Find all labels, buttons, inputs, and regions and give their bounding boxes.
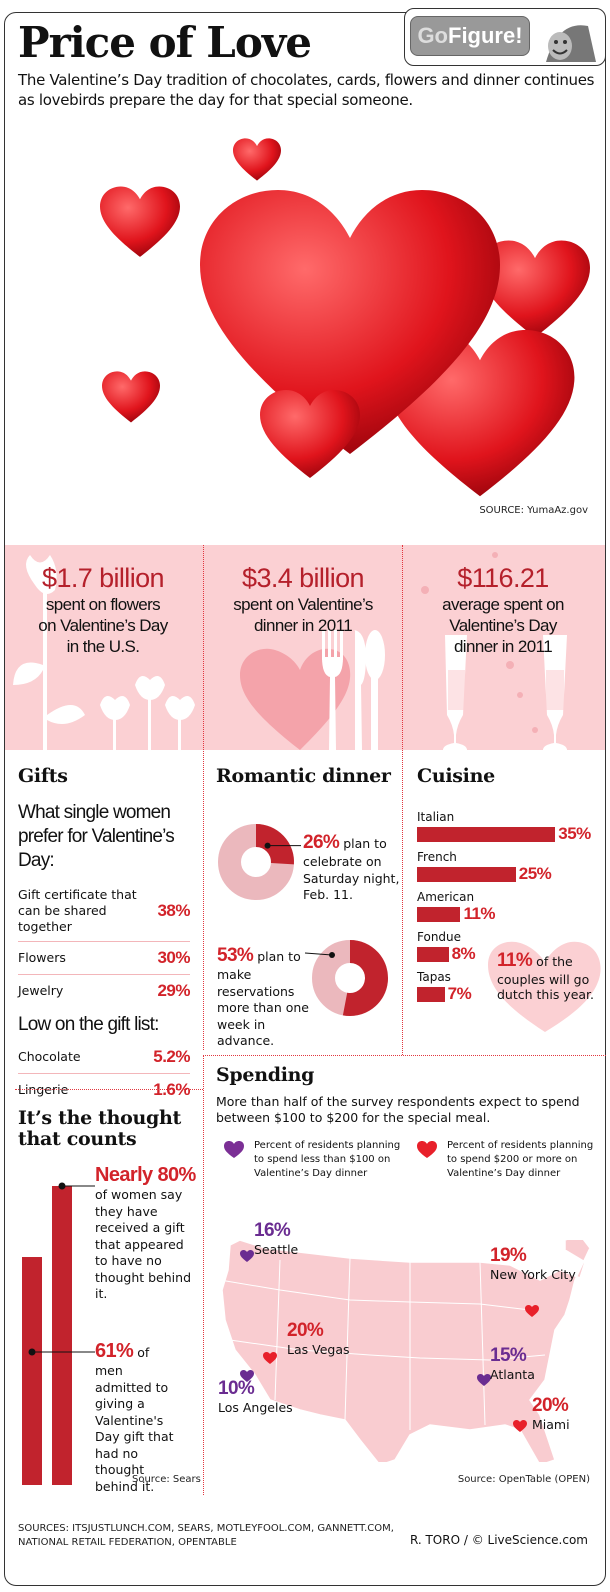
romantic-dinner-heading	[216, 765, 391, 787]
stat-flowers	[8, 562, 198, 657]
cuisine-label: French	[417, 850, 457, 864]
stat-desc: spent on flowers on Valentine’s Day in the U.S.	[38, 595, 168, 656]
gift-row	[18, 1074, 190, 1106]
dinner-text: plan to make reservations more than one week in advance.	[217, 949, 309, 1048]
cuisine-value: 7%	[447, 984, 472, 1003]
city-value: 19%	[490, 1245, 527, 1266]
gift-row	[18, 975, 190, 1007]
legend-more-text: Percent of residents planning to spend $200 or more on Valentine’s Day dinner	[447, 1140, 594, 1179]
dutch-stat	[497, 950, 597, 1002]
gift-value: 1.6%	[153, 1080, 190, 1099]
heading-text: It’s the thought that counts	[18, 1107, 182, 1150]
legend-less-text: Percent of residents planning to spend less than $100 on Valentine’s Day dinner	[254, 1140, 401, 1179]
purple-heart-icon	[477, 1374, 491, 1387]
low-list	[18, 1041, 190, 1106]
city-value: 10%	[218, 1378, 255, 1399]
cuisine-label: American	[417, 890, 475, 904]
dutch-value: 11%	[497, 950, 533, 971]
women-text: of women say they have received a gift that appeared to have no thought behind it.	[95, 1187, 192, 1301]
prefer-list	[18, 881, 190, 1007]
footer-credit: R. TORO / © LiveScience.com	[409, 1533, 588, 1547]
city-label	[490, 1245, 576, 1282]
low-heading: Low on the gift list:	[18, 1014, 159, 1035]
men-text: of men admitted to giving a Valentine's Day gift that had no thought behind it.	[95, 1345, 174, 1494]
gift-value: 29%	[157, 981, 190, 1000]
dutch-text: of the couples will go dutch this year.	[497, 954, 595, 1002]
mascot-icon	[538, 16, 598, 62]
cuisine-heading	[417, 765, 495, 787]
men-stat	[95, 1340, 180, 1495]
red-heart-icon	[513, 1420, 527, 1433]
stat-value: $3.4 billion	[242, 563, 364, 593]
stat-desc: average spent on Valentine’s Day dinner in 2011	[442, 595, 564, 656]
divider	[15, 1089, 203, 1090]
hearts-image	[100, 120, 590, 500]
city-label	[532, 1395, 570, 1432]
men-value: 61%	[95, 1340, 134, 1362]
logo-go: Go	[417, 23, 448, 48]
cuisine-label: Fondue	[417, 930, 462, 944]
logo-figure: Figure!	[448, 23, 523, 48]
cuisine-value: 35%	[558, 824, 591, 843]
thought-bar-women	[52, 1186, 72, 1485]
gift-value: 30%	[157, 948, 190, 967]
cutlery-icon	[322, 630, 385, 750]
gifts-section	[18, 765, 190, 1106]
donut-slice	[256, 836, 283, 864]
page-title: Price of Love	[18, 18, 311, 67]
spending-intro: More than half of the survey respondents expect to spend between $100 to $200 for the special meal.	[216, 1094, 580, 1125]
image-source: SOURCE: YumaAz.gov	[479, 505, 588, 516]
cuisine-bar	[417, 907, 460, 922]
city-value: 20%	[287, 1320, 324, 1341]
gift-row	[18, 942, 190, 975]
cuisine-bar	[417, 827, 555, 842]
women-value: Nearly 80%	[95, 1164, 196, 1186]
divider	[203, 545, 204, 1050]
cuisine-bar	[417, 867, 516, 882]
gift-row	[18, 881, 190, 942]
divider	[203, 1055, 204, 1495]
cuisine-value: 8%	[451, 944, 476, 963]
city-label	[218, 1378, 293, 1415]
gift-label: Chocolate	[18, 1049, 81, 1064]
red-heart-icon	[417, 1141, 437, 1159]
stat-dinner-average	[408, 562, 598, 657]
dinner-value: 26%	[303, 832, 340, 853]
cuisine-bar	[417, 947, 449, 962]
city-name: Las Vegas	[287, 1342, 350, 1357]
cuisine-label: Tapas	[417, 970, 451, 984]
dinner-item-reservations	[217, 945, 309, 1050]
spending-source: Source: OpenTable (OPEN)	[457, 1474, 590, 1485]
city-name: New York City	[490, 1267, 576, 1282]
thought-bar-men	[22, 1257, 42, 1485]
purple-heart-icon	[224, 1141, 244, 1159]
gift-label: Gift certificate that can be shared together	[18, 887, 137, 934]
gifts-heading: Gifts	[18, 765, 68, 787]
prefer-heading: What single women prefer for Valentine’s Day:	[18, 802, 174, 871]
cuisine-value: 11%	[463, 904, 496, 923]
footer-sources: SOURCES: ITSJUSTLUNCH.COM, SEARS, MOTLEYFOOL.COM, GANNETT.COM, NATIONAL RETAIL FEDERATION, OPENTABLE	[18, 1523, 394, 1548]
heading-text: Romantic dinner	[216, 765, 391, 787]
purple-heart-icon	[240, 1250, 254, 1263]
divider	[402, 545, 403, 1055]
gift-label: Flowers	[18, 950, 66, 965]
cuisine-label: Italian	[417, 810, 455, 824]
dinner-item-saturday	[303, 832, 401, 904]
gift-row	[18, 1041, 190, 1074]
stat-dinner-total	[208, 562, 398, 636]
city-label	[287, 1320, 350, 1357]
women-stat	[95, 1164, 200, 1303]
city-name: Atlanta	[490, 1367, 535, 1382]
city-name: Seattle	[254, 1242, 299, 1257]
city-label	[254, 1220, 298, 1257]
heading-text: Cuisine	[417, 765, 495, 787]
gift-label: Lingerie	[18, 1082, 69, 1097]
cuisine-value: 25%	[518, 864, 552, 883]
spending-section	[216, 1064, 601, 1126]
stat-desc: spent on Valentine’s dinner in 2011	[233, 595, 373, 635]
intro-text: The Valentine’s Day tradition of chocolates, cards, flowers and dinner continues as lovebirds prepare the day for that special someone.	[18, 71, 595, 109]
gift-label: Jewelry	[18, 983, 64, 998]
thought-heading	[18, 1108, 198, 1150]
city-value: 15%	[490, 1345, 527, 1366]
city-name: Los Angeles	[218, 1400, 293, 1415]
dinner-text: plan to celebrate on Saturday night, Feb. 11.	[303, 836, 400, 902]
gofigure-logo	[410, 16, 530, 56]
spending-heading: Spending	[216, 1064, 315, 1086]
gift-value: 38%	[157, 901, 190, 920]
red-heart-icon	[263, 1352, 277, 1365]
stat-value: $1.7 billion	[42, 563, 164, 593]
dinner-value: 53%	[217, 945, 254, 966]
city-label	[490, 1345, 535, 1382]
city-value: 20%	[532, 1395, 569, 1416]
thought-bar-chart	[15, 1160, 95, 1490]
thought-source: Source: Sears	[132, 1474, 201, 1485]
city-name: Miami	[532, 1417, 570, 1432]
cuisine-bar	[417, 987, 445, 1002]
stat-value: $116.21	[457, 563, 549, 593]
red-heart-icon	[525, 1305, 539, 1318]
city-value: 16%	[254, 1220, 291, 1241]
gift-value: 5.2%	[153, 1047, 190, 1066]
divider	[203, 1055, 606, 1056]
